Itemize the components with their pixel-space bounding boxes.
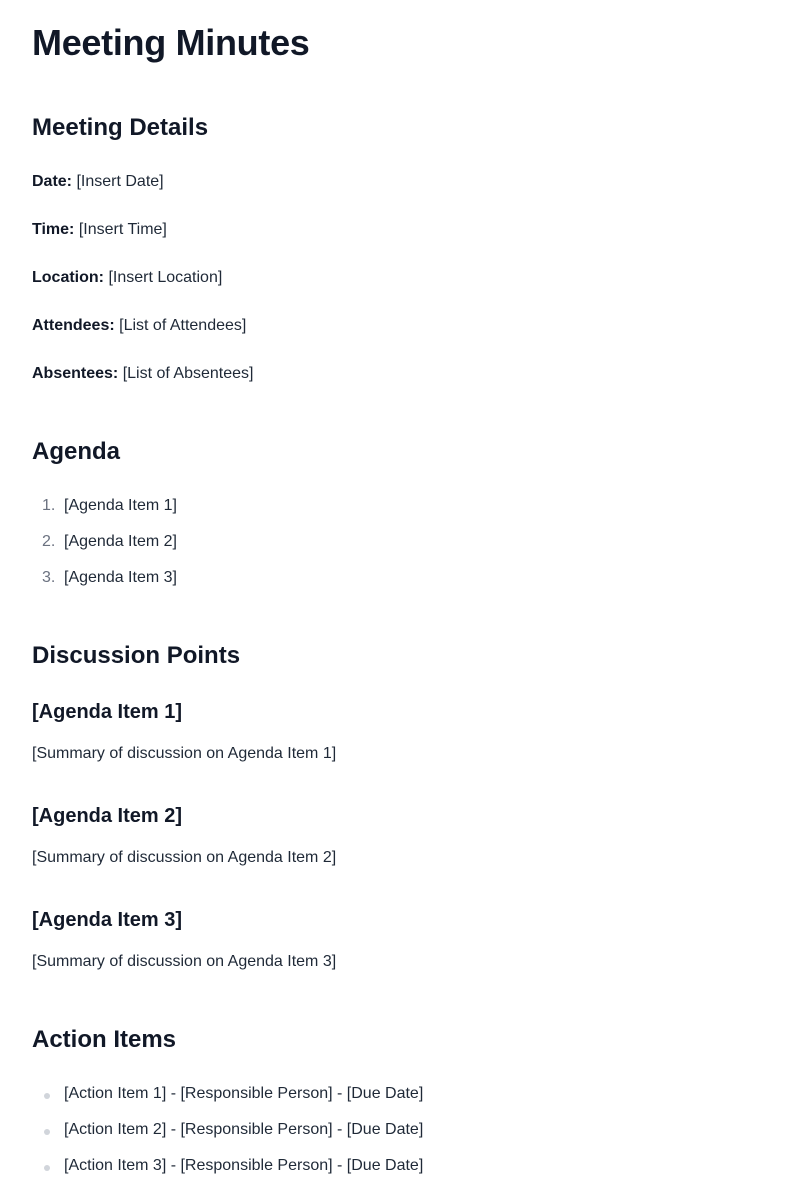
- detail-value: [List of Absentees]: [118, 365, 254, 382]
- bullet-icon: [32, 1120, 64, 1140]
- action-list-item: [32, 1120, 423, 1140]
- discussion-summary: [Summary of discussion on Agenda Item 3]: [32, 953, 337, 970]
- detail-value: [Insert Time]: [74, 221, 167, 238]
- agenda-list-item: [32, 568, 177, 588]
- bullet-icon: [32, 1156, 64, 1176]
- list-number: 3.: [42, 569, 56, 586]
- discussion-heading: Discussion Points: [32, 642, 241, 669]
- detail-label: Absentees:: [32, 365, 119, 382]
- list-number: 2.: [42, 533, 56, 550]
- detail-label: Date:: [32, 173, 73, 190]
- discussion-item-title: [Agenda Item 3]: [32, 909, 183, 931]
- meeting-details-heading: Meeting Details: [32, 114, 209, 141]
- discussion-summary: [Summary of discussion on Agenda Item 2]: [32, 849, 337, 866]
- agenda-item-text: [Agenda Item 1]: [64, 497, 177, 514]
- detail-value: [Insert Date]: [72, 173, 164, 190]
- bullet-icon: [32, 1084, 64, 1104]
- detail-attendees: [32, 316, 246, 336]
- detail-value: [Insert Location]: [104, 269, 223, 286]
- detail-date: [32, 172, 164, 192]
- action-item-text: [Action Item 2] - [Responsible Person] - [Due Date]: [64, 1121, 424, 1138]
- detail-value: [List of Attendees]: [114, 317, 247, 334]
- detail-label: Attendees:: [32, 317, 115, 334]
- action-list-item: [32, 1084, 423, 1104]
- action-item-text: [Action Item 3] - [Responsible Person] - [Due Date]: [64, 1157, 424, 1174]
- discussion-item-title: [Agenda Item 1]: [32, 701, 183, 723]
- agenda-heading: Agenda: [32, 438, 121, 465]
- action-list-item: [32, 1156, 423, 1176]
- detail-label: Time:: [32, 221, 75, 238]
- detail-location: [32, 268, 222, 288]
- discussion-summary: [Summary of discussion on Agenda Item 1]: [32, 745, 337, 762]
- action-item-text: [Action Item 1] - [Responsible Person] - [Due Date]: [64, 1085, 424, 1102]
- agenda-item-text: [Agenda Item 3]: [64, 569, 177, 586]
- agenda-list-item: [32, 496, 177, 516]
- detail-absentees: [32, 364, 253, 384]
- discussion-item-title: [Agenda Item 2]: [32, 805, 183, 827]
- page-title: Meeting Minutes: [32, 22, 310, 63]
- detail-label: Location:: [32, 269, 104, 286]
- agenda-item-text: [Agenda Item 2]: [64, 533, 177, 550]
- list-number: 1.: [42, 497, 56, 514]
- agenda-list-item: [32, 532, 177, 552]
- action-items-heading: Action Items: [32, 1026, 177, 1053]
- detail-time: [32, 220, 167, 240]
